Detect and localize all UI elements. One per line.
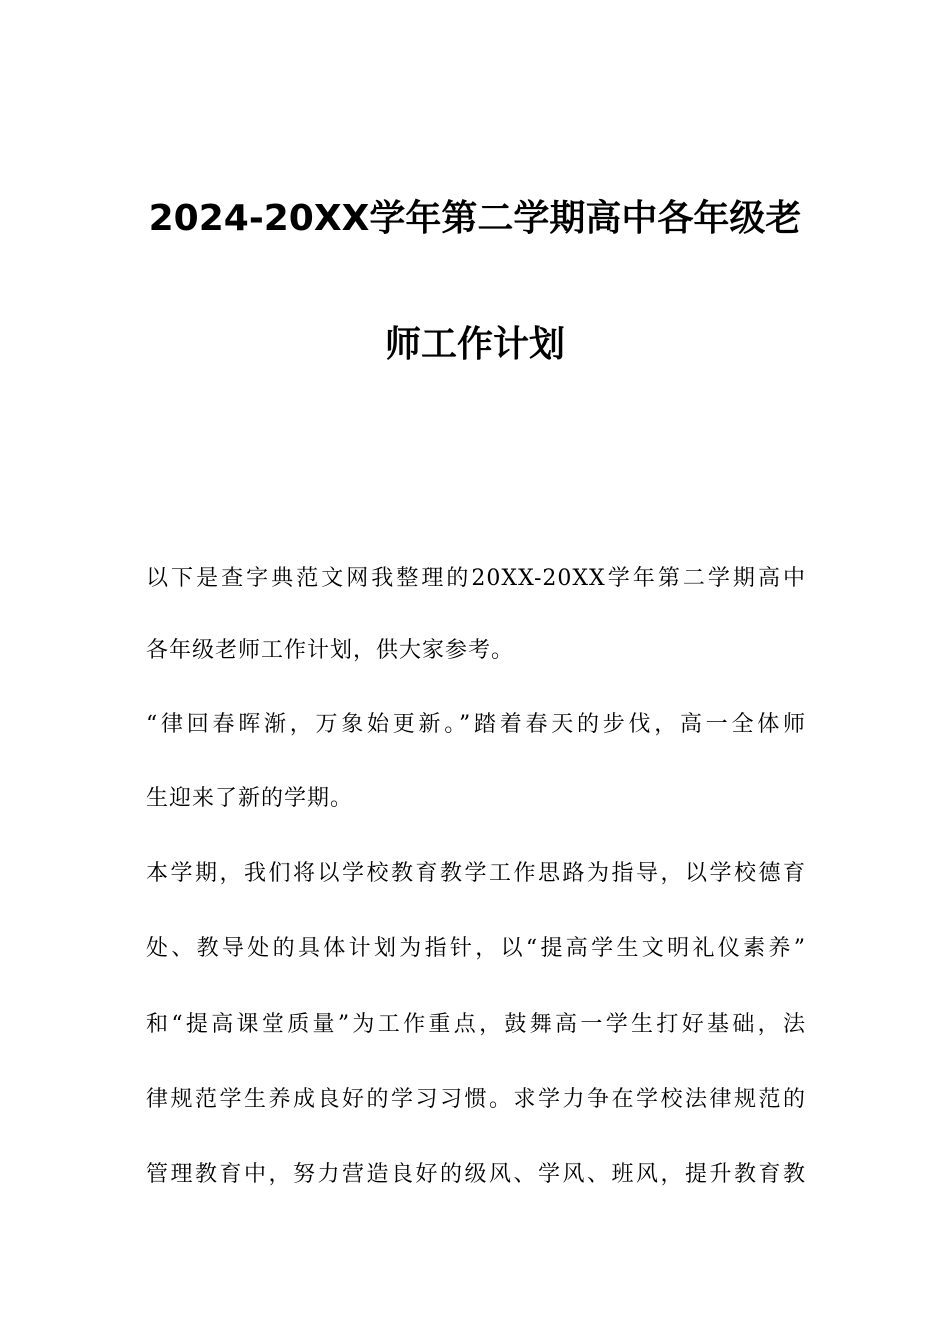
body-text-line: 以下是查字典范文网我整理的20XX-20XX学年第二学期高中 <box>146 566 806 591</box>
document-title-line-2: 师工作计划 <box>384 324 565 365</box>
body-text-line: 和“提高课堂质量”为工作重点，鼓舞高一学生打好基础，法 <box>146 1012 806 1037</box>
body-text-line: 管理教育中，努力营造良好的级风、学风、班风，提升教育教 <box>146 1162 806 1187</box>
body-text-line: 本学期，我们将以学校教育教学工作思路为指导，以学校德育 <box>146 861 806 886</box>
body-text-line: 各年级老师工作计划，供大家参考。 <box>146 638 515 663</box>
body-text-line: 处、教导处的具体计划为指针，以“提高学生文明礼仪素养” <box>146 936 806 961</box>
body-text-line: “律回春晖渐，万象始更新。”踏着春天的步伐，高一全体师 <box>146 712 806 737</box>
document-title-line-1: 2024-20XX学年第二学期高中各年级老 <box>148 198 802 239</box>
body-text-line: 生迎来了新的学期。 <box>146 786 354 811</box>
body-text-line: 律规范学生养成良好的学习习惯。求学力争在学校法律规范的 <box>146 1087 806 1112</box>
